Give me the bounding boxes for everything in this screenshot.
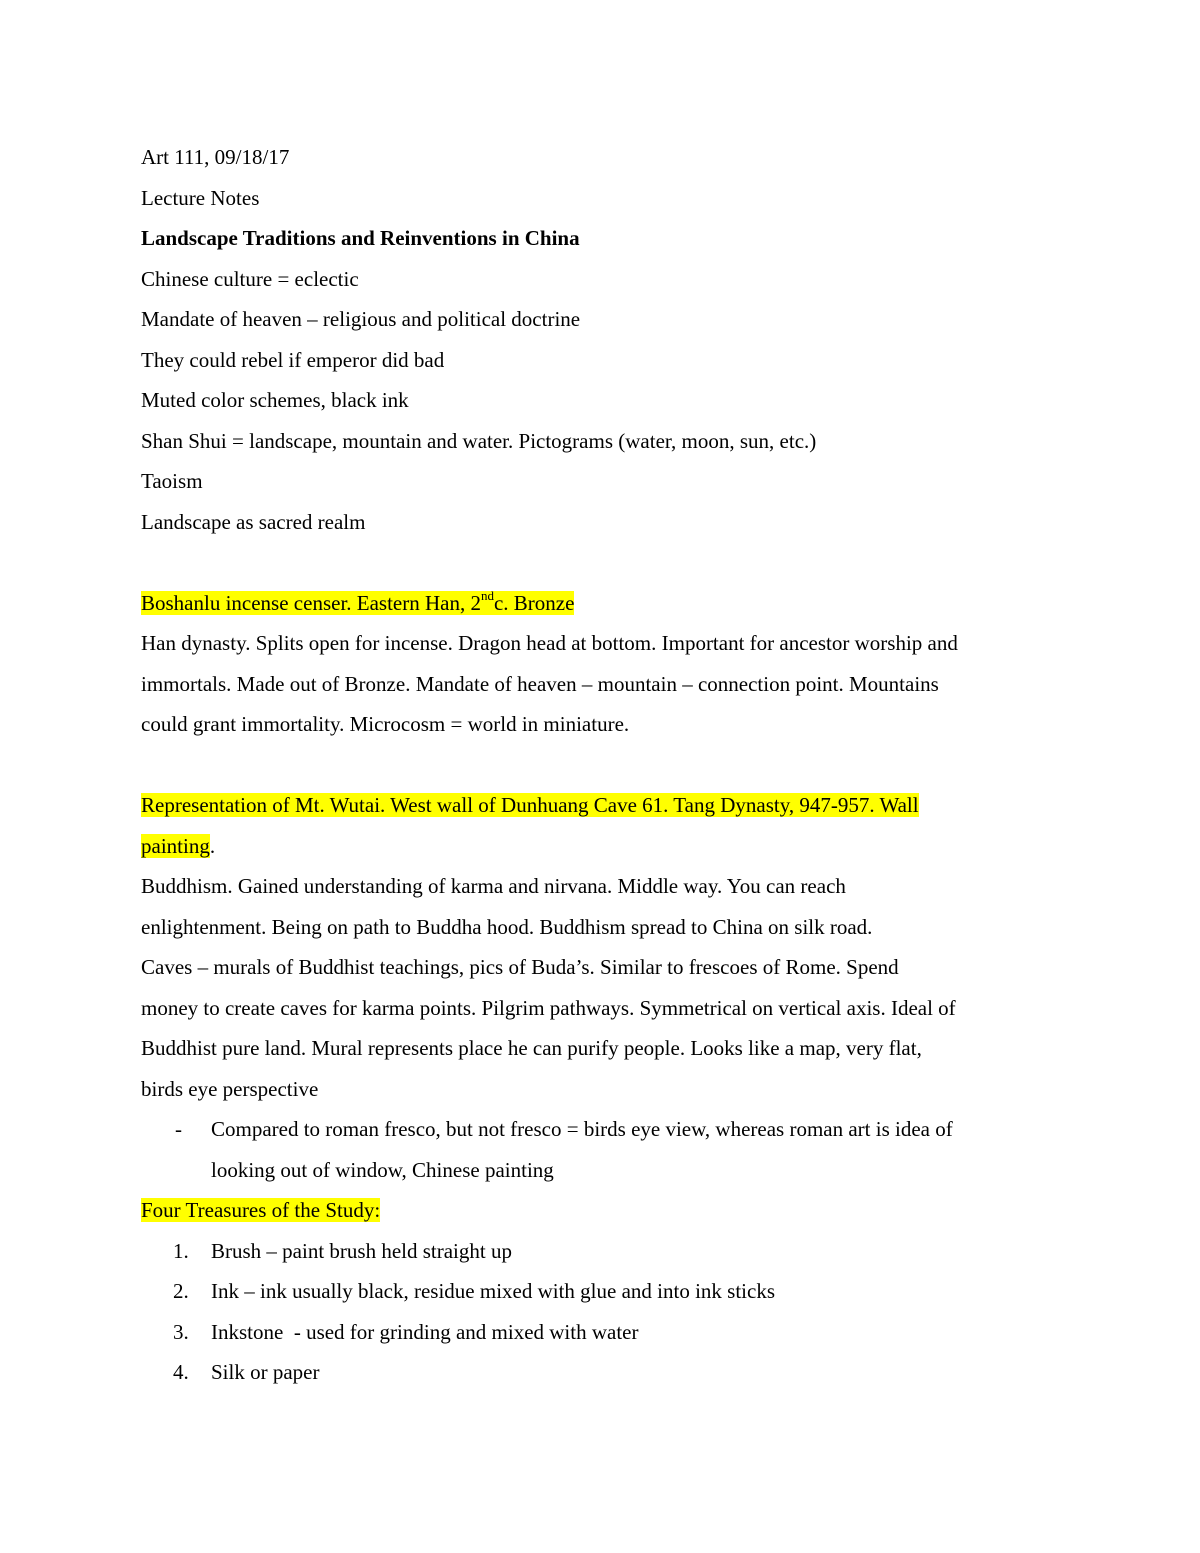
paragraph-line: money to create caves for karma points. Pilgrim pathways. Symmetrical on vertical axis. Ideal of [141,995,956,1020]
bullet-item: - Compared to roman fresco, but not fresco = birds eye view, whereas roman art is idea of [141,1114,1071,1155]
paragraph-line: Buddhism. Gained understanding of karma and nirvana. Middle way. You can reach [141,874,846,898]
paragraph-line: Han dynasty. Splits open for incense. Dragon head at bottom. Important for ancestor worship and [141,631,958,655]
section-heading-four-treasures: Four Treasures of the Study: [141,1198,381,1222]
paragraph-line: enlightenment. Being on path to Buddha hood. Buddhism spread to China on silk road. [141,914,873,939]
blank-line [141,547,1071,588]
intro-line: Landscape as sacred realm [141,509,366,534]
paragraph-line: could grant immortality. Microcosm = world in miniature. [141,712,630,736]
bullet-item-cont: looking out of window, Chinese painting [211,1157,554,1182]
lecture-notes-label: Lecture Notes [141,185,260,210]
intro-line: Mandate of heaven – religious and political doctrine [141,307,581,331]
section-heading-boshanlu: Boshanlu incense censer. Eastern Han, 2ndc. Bronze [141,587,575,615]
intro-line: Taoism [141,469,203,493]
numbered-item: 3. Inkstone - used for grinding and mixed with water [173,1319,639,1344]
numbered-item: 1. Brush – paint brush held straight up [173,1238,512,1263]
intro-line: Muted color schemes, black ink [141,388,409,412]
document-page [141,142,1071,1398]
section-heading-wutai: Representation of Mt. Wutai. West wall of Dunhuang Cave 61. Tang Dynasty, 947-957. Wall [141,793,919,817]
numbered-item: 4. Silk or paper [173,1360,320,1384]
paragraph-line: Caves – murals of Buddhist teachings, pics of Buda’s. Similar to frescoes of Rome. Spend [141,955,899,979]
paragraph-line: birds eye perspective [141,1076,319,1101]
document-title: Landscape Traditions and Reinventions in China [141,226,580,250]
intro-line: Shan Shui = landscape, mountain and water. Pictograms (water, moon, sun, etc.) [141,428,817,453]
numbered-item: 2. Ink – ink usually black, residue mixed with glue and into ink sticks [173,1279,775,1303]
intro-line: They could rebel if emperor did bad [141,347,445,372]
dash-bullet: - [175,1117,182,1141]
course-line: Art 111, 09/18/17 [141,145,290,169]
blank-line [141,750,1071,791]
paragraph-line: Buddhist pure land. Mural represents place he can purify people. Looks like a map, very flat, [141,1036,922,1060]
paragraph-line: immortals. Made out of Bronze. Mandate of heaven – mountain – connection point. Mountains [141,671,939,696]
section-heading-wutai-cont: painting. [141,833,216,858]
intro-line: Chinese culture = eclectic [141,266,359,291]
